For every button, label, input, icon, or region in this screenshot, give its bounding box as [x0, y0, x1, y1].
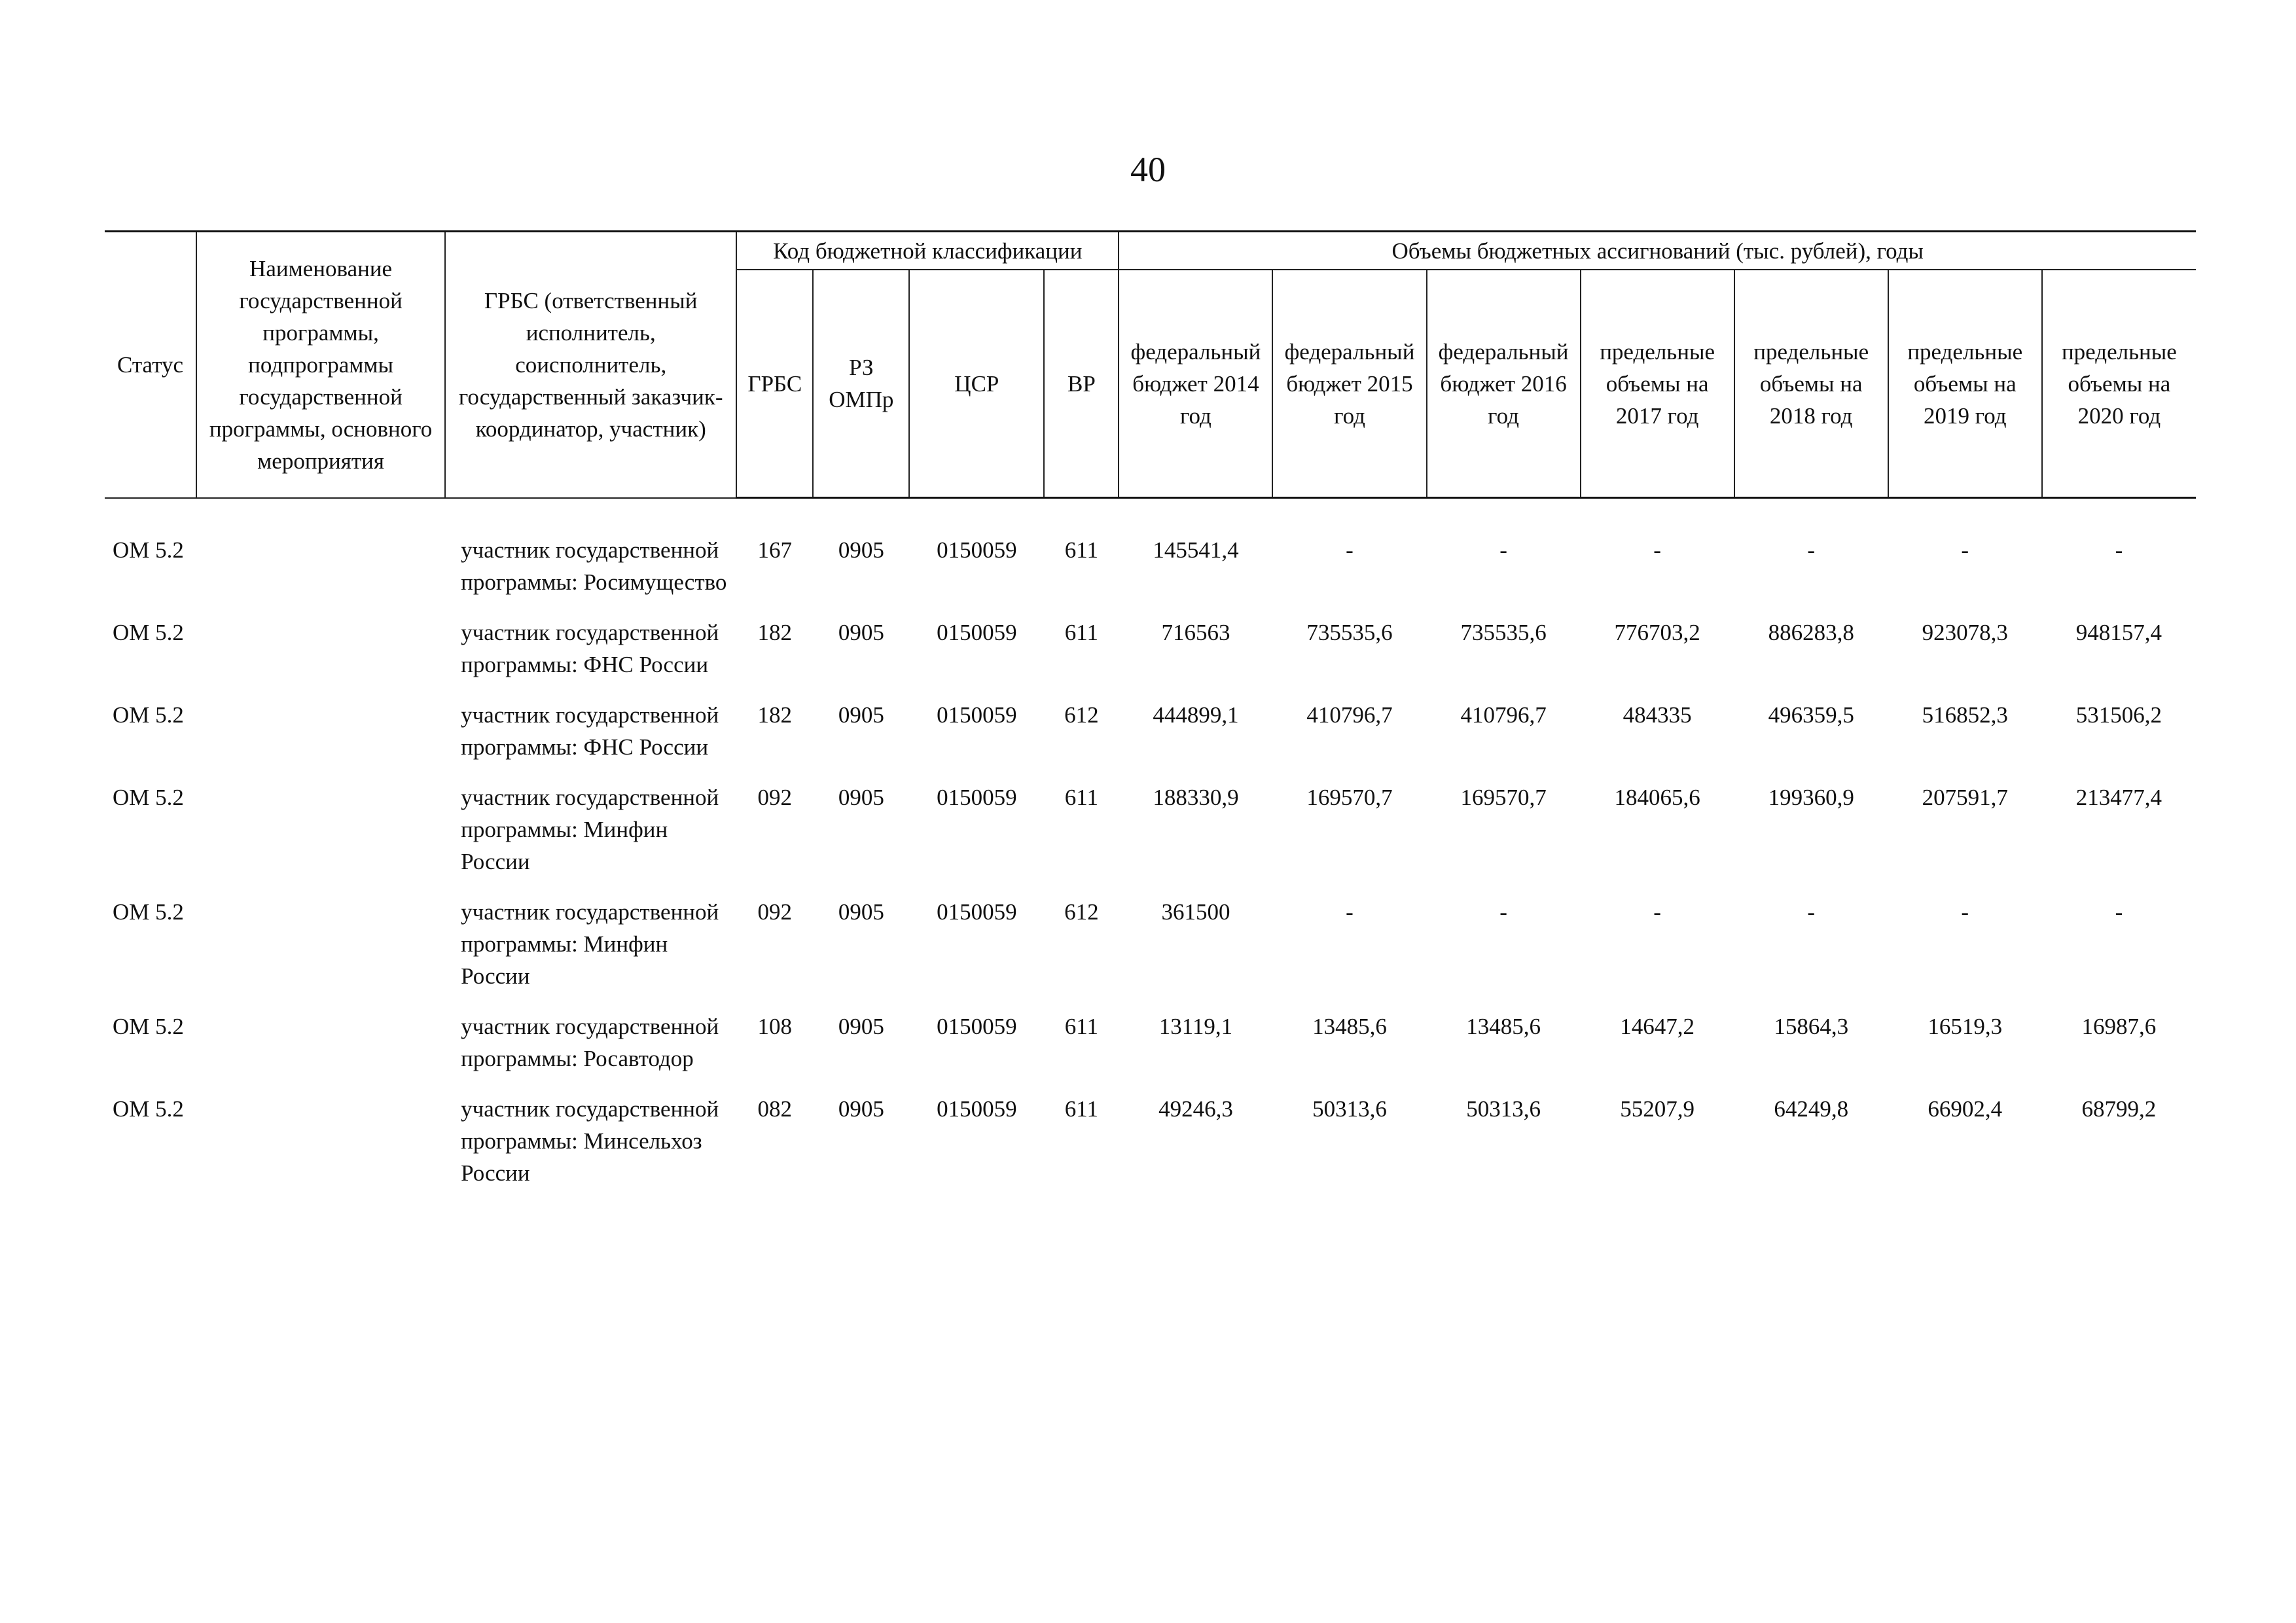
- row-code-csr: 0150059: [937, 537, 1017, 563]
- header-volume-2015: федеральный бюджет 2015 год: [1272, 270, 1426, 498]
- row-code-vr: 612: [1064, 702, 1099, 728]
- row-code-rz: 0905: [838, 1013, 884, 1039]
- row-volume-2020: 16987,6: [2081, 1013, 2157, 1039]
- header-grbs-responsible: ГРБС (ответственный исполнитель, соисполнитель, государственный заказчик-координатор, участник): [445, 232, 736, 498]
- row-status: ОМ 5.2: [113, 702, 184, 728]
- row-volume-2020: -: [2115, 537, 2123, 563]
- row-status: ОМ 5.2: [113, 619, 184, 645]
- row-volume-2020: 68799,2: [2081, 1096, 2157, 1122]
- row-volume-2018: 64249,8: [1774, 1096, 1849, 1122]
- row-code-rz: 0905: [838, 619, 884, 645]
- row-volume-2014: 444899,1: [1153, 702, 1239, 728]
- row-code-grbs: 108: [757, 1013, 793, 1039]
- row-volume-2018: 886283,8: [1768, 619, 1854, 645]
- row-code-rz: 0905: [838, 899, 884, 925]
- header-volume-group: Объемы бюджетных ассигнований (тыс. рублей), годы: [1119, 232, 2196, 270]
- row-code-csr: 0150059: [937, 899, 1017, 925]
- row-volume-2016: 410796,7: [1460, 702, 1547, 728]
- row-code-grbs: 167: [757, 537, 793, 563]
- row-code-vr: 611: [1064, 784, 1098, 810]
- row-volume-2016: 13485,6: [1466, 1013, 1541, 1039]
- row-program-name: [196, 1093, 445, 1207]
- row-code-vr: 611: [1064, 619, 1098, 645]
- row-code-rz: 0905: [838, 1096, 884, 1122]
- row-program-name: [196, 498, 445, 616]
- header-volume-2019: предельные объемы на 2019 год: [1888, 270, 2042, 498]
- row-volume-2015: 50313,6: [1312, 1096, 1387, 1122]
- row-volume-2014: 49246,3: [1158, 1096, 1233, 1122]
- row-volume-2014: 145541,4: [1153, 537, 1239, 563]
- header-status: Статус: [105, 232, 196, 498]
- row-volume-2020: 213477,4: [2075, 784, 2162, 810]
- header-volume-2014: федеральный бюджет 2014 год: [1119, 270, 1272, 498]
- row-volume-2019: -: [1961, 899, 1969, 925]
- row-program-name: [196, 1010, 445, 1093]
- row-participant: участник государственной программы: Росимущество: [461, 537, 727, 595]
- header-code-csr: ЦСР: [909, 270, 1044, 498]
- row-status: ОМ 5.2: [113, 1096, 184, 1122]
- row-code-rz: 0905: [838, 702, 884, 728]
- row-volume-2018: 199360,9: [1768, 784, 1854, 810]
- row-volume-2018: 496359,5: [1768, 702, 1854, 728]
- row-volume-2017: -: [1653, 537, 1661, 563]
- row-volume-2019: 66902,4: [1928, 1096, 2003, 1122]
- row-code-grbs: 082: [757, 1096, 793, 1122]
- row-participant: участник государственной программы: Минсельхоз России: [461, 1096, 719, 1186]
- row-volume-2016: -: [1499, 537, 1507, 563]
- row-volume-2020: -: [2115, 899, 2123, 925]
- row-status: ОМ 5.2: [113, 537, 184, 563]
- table-row: [105, 699, 2196, 781]
- table-row: [105, 781, 2196, 896]
- row-code-rz: 0905: [838, 784, 884, 810]
- budget-table: [105, 230, 2196, 1207]
- header-volume-2016: федеральный бюджет 2016 год: [1427, 270, 1581, 498]
- header-program-name: Наименование государственной программы, подпрограммы государственной программы, основного мероприятия: [196, 232, 445, 498]
- row-code-grbs: 182: [757, 702, 793, 728]
- row-code-csr: 0150059: [937, 784, 1017, 810]
- row-participant: участник государственной программы: Минфин России: [461, 899, 719, 989]
- row-volume-2017: 776703,2: [1614, 619, 1700, 645]
- row-volume-2020: 531506,2: [2075, 702, 2162, 728]
- row-code-vr: 611: [1064, 537, 1098, 563]
- header-code-grbs: ГРБС: [736, 270, 813, 498]
- row-volume-2016: 735535,6: [1460, 619, 1547, 645]
- row-status: ОМ 5.2: [113, 899, 184, 925]
- row-code-vr: 611: [1064, 1096, 1098, 1122]
- header-volume-2018: предельные объемы на 2018 год: [1734, 270, 1888, 498]
- row-volume-2015: 410796,7: [1306, 702, 1393, 728]
- table-body: [105, 498, 2196, 1207]
- row-volume-2015: -: [1346, 537, 1354, 563]
- header-volume-2020: предельные объемы на 2020 год: [2042, 270, 2196, 498]
- row-volume-2018: -: [1807, 537, 1816, 563]
- row-code-grbs: 182: [757, 619, 793, 645]
- row-program-name: [196, 781, 445, 896]
- row-code-csr: 0150059: [937, 1013, 1017, 1039]
- row-participant: участник государственной программы: ФНС России: [461, 619, 719, 677]
- row-program-name: [196, 699, 445, 781]
- row-volume-2015: 169570,7: [1306, 784, 1393, 810]
- header-volume-2017: предельные объемы на 2017 год: [1581, 270, 1734, 498]
- row-volume-2015: 735535,6: [1306, 619, 1393, 645]
- row-status: ОМ 5.2: [113, 784, 184, 810]
- row-volume-2017: 184065,6: [1614, 784, 1700, 810]
- row-participant: участник государственной программы: Минфин России: [461, 784, 719, 874]
- row-volume-2015: 13485,6: [1312, 1013, 1387, 1039]
- row-volume-2018: 15864,3: [1774, 1013, 1849, 1039]
- row-code-grbs: 092: [757, 784, 793, 810]
- row-program-name: [196, 616, 445, 699]
- row-participant: участник государственной программы: Росавтодор: [461, 1013, 719, 1071]
- table-row: [105, 1093, 2196, 1207]
- row-volume-2014: 716563: [1161, 619, 1230, 645]
- row-volume-2019: 16519,3: [1928, 1013, 2003, 1039]
- header-budget-code-group: Код бюджетной классификации: [736, 232, 1119, 270]
- row-code-vr: 612: [1064, 899, 1099, 925]
- row-volume-2016: 169570,7: [1460, 784, 1547, 810]
- header-code-vr: ВР: [1044, 270, 1119, 498]
- row-volume-2014: 188330,9: [1153, 784, 1239, 810]
- row-volume-2014: 361500: [1161, 899, 1230, 925]
- row-volume-2019: -: [1961, 537, 1969, 563]
- row-volume-2019: 516852,3: [1922, 702, 2008, 728]
- row-volume-2017: 55207,9: [1620, 1096, 1695, 1122]
- row-volume-2015: -: [1346, 899, 1354, 925]
- row-code-grbs: 092: [757, 899, 793, 925]
- row-volume-2020: 948157,4: [2075, 619, 2162, 645]
- table-row: [105, 1010, 2196, 1093]
- table-header: [105, 232, 2196, 498]
- row-status: ОМ 5.2: [113, 1013, 184, 1039]
- table-row: [105, 616, 2196, 699]
- table-row: [105, 896, 2196, 1010]
- row-code-csr: 0150059: [937, 619, 1017, 645]
- row-volume-2016: -: [1499, 899, 1507, 925]
- table-row: [105, 498, 2196, 616]
- row-volume-2017: 484335: [1623, 702, 1692, 728]
- row-code-csr: 0150059: [937, 1096, 1017, 1122]
- row-volume-2019: 923078,3: [1922, 619, 2008, 645]
- row-code-vr: 611: [1064, 1013, 1098, 1039]
- row-volume-2018: -: [1807, 899, 1816, 925]
- row-participant: участник государственной программы: ФНС России: [461, 702, 719, 760]
- row-volume-2014: 13119,1: [1158, 1013, 1233, 1039]
- row-volume-2019: 207591,7: [1922, 784, 2008, 810]
- row-code-csr: 0150059: [937, 702, 1017, 728]
- row-volume-2017: -: [1653, 899, 1661, 925]
- row-program-name: [196, 896, 445, 1010]
- page-number: 40: [1130, 150, 1166, 189]
- row-volume-2016: 50313,6: [1466, 1096, 1541, 1122]
- row-code-rz: 0905: [838, 537, 884, 563]
- row-volume-2017: 14647,2: [1620, 1013, 1695, 1039]
- header-code-rz: РЗ ОМПр: [813, 270, 909, 498]
